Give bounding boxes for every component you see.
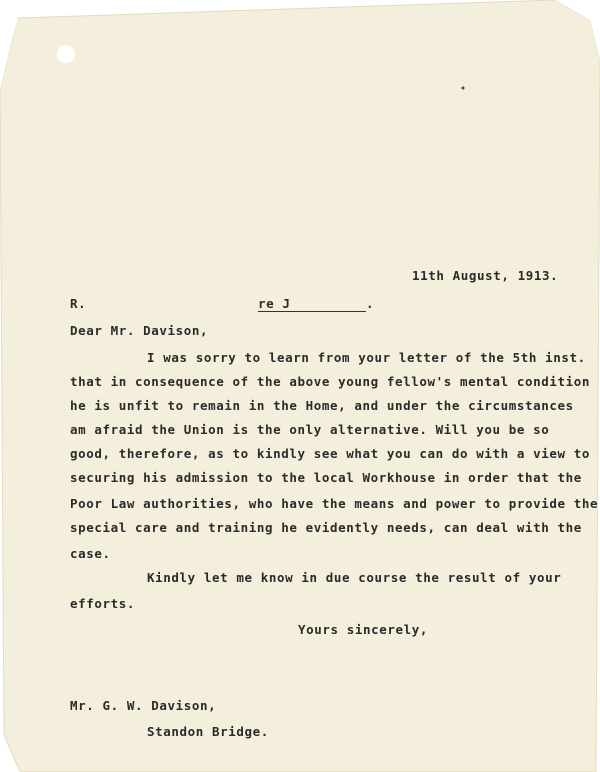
- body-line: Kindly let me know in due course the result of your: [147, 570, 562, 585]
- body-line: case.: [70, 546, 111, 561]
- reference-dot: .: [366, 296, 375, 311]
- reference-left: R.: [70, 296, 87, 311]
- body-line: securing his admission to the local Workhouse in order that the: [70, 470, 582, 485]
- body-line: that in consequence of the above young fellow's mental condition: [70, 374, 591, 389]
- body-line: special care and training he evidently needs, can deal with the: [70, 520, 582, 535]
- body-line: good, therefore, as to kindly see what you can do with a view to: [70, 446, 591, 461]
- reference-subject: re J: [258, 296, 291, 311]
- body-line: he is unfit to remain in the Home, and under the circumstances: [70, 398, 574, 413]
- salutation: Dear Mr. Davison,: [70, 323, 209, 338]
- body-line: efforts.: [70, 596, 136, 611]
- closing: Yours sincerely,: [298, 622, 429, 637]
- addressee-place: Standon Bridge.: [147, 724, 269, 739]
- addressee-name: Mr. G. W. Davison,: [70, 698, 217, 713]
- body-line: Poor Law authorities, who have the means and power to provide the: [70, 496, 599, 511]
- punch-hole: [57, 45, 75, 63]
- ink-spot: [462, 87, 465, 90]
- reference-underline: [258, 311, 366, 312]
- body-line: I was sorry to learn from your letter of the 5th inst.: [147, 350, 586, 365]
- body-line: am afraid the Union is the only alternative. Will you be so: [70, 422, 550, 437]
- letter-date: 11th August, 1913.: [412, 268, 559, 283]
